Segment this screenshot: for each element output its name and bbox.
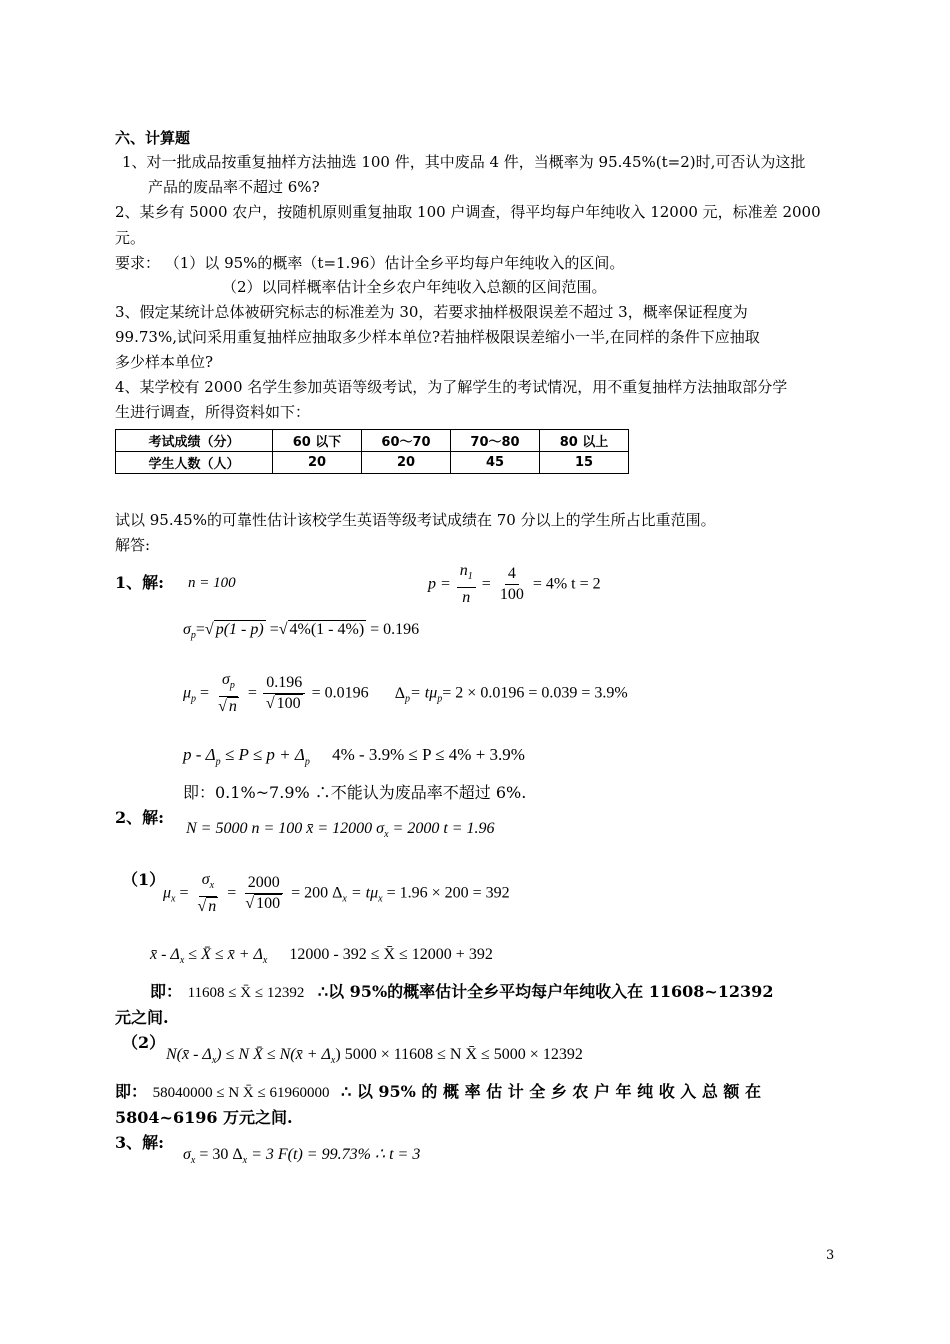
subscript: x xyxy=(262,955,268,967)
subscript: x xyxy=(190,1155,196,1167)
problem-3-line-3: 多少样本单位? xyxy=(115,353,214,371)
subscript: x xyxy=(342,893,347,905)
solution-2-given xyxy=(186,819,495,845)
math-text: = xyxy=(247,684,257,702)
answers-label: 解答: xyxy=(115,536,151,554)
math-text: = xyxy=(269,621,279,638)
score-table xyxy=(115,429,629,474)
fraction xyxy=(263,673,306,714)
math-text: Δ xyxy=(394,684,405,702)
solution-1-p-formula xyxy=(428,561,601,608)
fraction xyxy=(215,670,242,717)
sqrt-content: 100 xyxy=(276,695,301,713)
subscript: x xyxy=(171,893,176,905)
table-row xyxy=(116,452,629,474)
numerator xyxy=(199,870,217,897)
solution-1-sigma: $\sigma_p=√$ p(1 - p) =√ 4%(1 - 4%) = 0.196 xyxy=(183,621,420,642)
math-text: 即： xyxy=(150,982,183,1001)
solution-2-part-2-label: （2） xyxy=(122,1033,166,1052)
problem-1-line-1: 1、对一批成品按重复抽样方法抽选 100 件，其中废品 4 件，当概率为 95.45%(t=2)时,可否认为这批 xyxy=(122,153,806,171)
math-text: p - Δ xyxy=(183,745,216,764)
table-cell: 20 xyxy=(362,452,451,474)
math-text: = 2 × 0.0196 = 0.039 = 3.9% xyxy=(442,684,628,702)
table-cell: 60～70 xyxy=(362,430,451,452)
math-text: = tμ xyxy=(346,884,379,902)
math-text: ≤ P ≤ p + Δ xyxy=(220,745,305,764)
subscript: x xyxy=(378,893,383,905)
math-text: σ xyxy=(201,871,210,888)
solution-1-conclusion: 即：0.1%~7.9% ∴不能认为废品率不超过 6%. xyxy=(183,783,527,802)
table-cell: 60 以下 xyxy=(273,430,362,452)
math-text: x̄ - Δ xyxy=(150,946,180,963)
math-text: 11608 ≤ X̄ ≤ 12392 xyxy=(187,985,305,1001)
fraction xyxy=(497,564,527,605)
subscript: x xyxy=(330,1055,336,1067)
problem-1-line-2: 产品的废品率不超过 6%? xyxy=(148,178,320,196)
solution-2-conclusion-1-line-2: 元之间. xyxy=(115,1008,169,1027)
denominator: √ n xyxy=(218,698,237,716)
math-text: n xyxy=(459,562,468,579)
math-text: = 30 Δ xyxy=(195,1146,243,1163)
subscript: p xyxy=(229,680,235,692)
solution-1-n: n = 100 xyxy=(188,575,236,591)
math-text: ∴ 以 95% 的 概 率 估 计 全 乡 农 户 年 纯 收 入 总 额 在 xyxy=(341,1082,761,1101)
solution-2-conclusion-2 xyxy=(115,1082,761,1103)
math-text: = xyxy=(227,884,237,902)
math-text: = 4% t = 2 xyxy=(532,575,601,593)
denominator: √ 100 xyxy=(245,895,281,913)
subscript: 1 xyxy=(467,571,473,583)
numerator xyxy=(457,561,476,588)
table-cell: 70～80 xyxy=(451,430,540,452)
math-text: = xyxy=(179,884,189,902)
math-text: = 3 F(t) = 99.73% ∴ t = 3 xyxy=(247,1146,421,1163)
math-text: 58040000 ≤ N X̄ ≤ 61960000 xyxy=(152,1085,330,1101)
math-text: = 0.196 xyxy=(370,621,420,638)
problem-3-line-1: 3、假定某统计总体被研究标志的标准差为 30，若要求抽样极限误差不超过 3，概率保证程度为 xyxy=(115,303,748,321)
table-row xyxy=(116,430,629,452)
sqrt-content: n xyxy=(208,898,217,916)
sqrt-content: n xyxy=(228,698,237,716)
math-text: = 200 Δ xyxy=(291,884,343,902)
math-text: ∴以 95%的概率估计全乡平均每户年纯收入在 11608~12392 xyxy=(317,982,774,1001)
math-text: σ xyxy=(183,621,191,638)
numerator: 0.196 xyxy=(263,673,305,694)
page-number: 3 xyxy=(826,1248,835,1263)
solution-2-inequality xyxy=(150,945,493,971)
math-text: 即： xyxy=(115,1082,148,1101)
math-text: ) ≤ N X̄ ≤ N(x̄ + Δ xyxy=(216,1046,331,1063)
subscript: p xyxy=(304,756,310,768)
solution-2-mu xyxy=(163,870,510,917)
math-text: μ xyxy=(163,884,172,902)
subscript: p xyxy=(215,756,221,768)
solution-2-conclusion-1 xyxy=(150,982,773,1003)
math-text: = 0.0196 xyxy=(311,684,369,702)
fraction xyxy=(457,561,476,608)
numerator: 2000 xyxy=(245,873,283,894)
denominator: n xyxy=(462,589,471,607)
math-text: = 2000 t = 1.96 xyxy=(388,820,495,837)
solution-1-inequality xyxy=(183,745,525,772)
table-cell: 20 xyxy=(273,452,362,474)
table-cell: 45 xyxy=(451,452,540,474)
problem-4-question: 试以 95.45%的可靠性估计该校学生英语等级考试成绩在 70 分以上的学生所占比重范围。 xyxy=(115,511,716,529)
section-title: 六、计算题 xyxy=(115,129,191,147)
problem-2-requirement-1: 要求： （1）以 95%的概率（t=1.96）估计全乡平均每户年纯收入的区间。 xyxy=(115,254,625,272)
solution-1-label: 1、解: xyxy=(115,573,165,592)
table-cell: 15 xyxy=(540,452,629,474)
math-text: ≤ X̄ ≤ x̄ + Δ xyxy=(184,946,263,963)
math-text: = xyxy=(200,684,210,702)
math-text: ) 5000 × 11608 ≤ N X̄ ≤ 5000 × 12392 xyxy=(335,1046,583,1063)
subscript: p xyxy=(437,693,443,705)
problem-2-requirement-2: （2）以同样概率估计全乡农户年纯收入总额的区间范围。 xyxy=(222,278,607,296)
math-text: N = 5000 n = 100 x̄ = 12000 σ xyxy=(186,820,385,837)
problem-4-line-2: 生进行调查，所得资料如下： xyxy=(115,403,311,421)
subscript: x xyxy=(179,955,185,967)
solution-3-given xyxy=(183,1145,420,1171)
subscript: p xyxy=(190,630,196,642)
subscript: x xyxy=(209,880,215,892)
subscript: x xyxy=(242,1155,248,1167)
math-text: = 1.96 × 200 = 392 xyxy=(382,884,510,902)
denominator: √ 100 xyxy=(265,695,301,713)
sqrt-content: 4%(1 - 4%) xyxy=(289,621,365,638)
math-text: = xyxy=(195,621,205,638)
subscript: x xyxy=(211,1055,217,1067)
math-text: = xyxy=(481,575,491,593)
solution-2-conclusion-2-line-2: 5804~6196 万元之间. xyxy=(115,1108,293,1127)
table-cell: 考试成绩（分） xyxy=(116,430,273,452)
fraction xyxy=(195,870,222,917)
solution-1-mu xyxy=(183,670,628,717)
math-text: p = xyxy=(428,575,451,593)
math-text: σ xyxy=(183,1146,191,1163)
solution-3-label: 3、解: xyxy=(115,1133,165,1152)
denominator: √ n xyxy=(197,898,217,916)
subscript: x xyxy=(384,829,389,841)
math-text: σ xyxy=(222,671,230,688)
denominator: 100 xyxy=(499,586,524,604)
numerator: 4 xyxy=(505,564,519,585)
math-text: 4% - 3.9% ≤ P ≤ 4% + 3.9% xyxy=(332,745,525,764)
solution-2-label: 2、解: xyxy=(115,808,165,827)
solution-2-part-1-label: （1） xyxy=(122,870,166,889)
sqrt-content: p(1 - p) xyxy=(215,621,264,638)
sqrt-content: 100 xyxy=(256,895,281,913)
math-text: μ xyxy=(183,684,192,702)
subscript: p xyxy=(404,693,410,705)
math-text: = tμ xyxy=(409,684,438,702)
math-text: 12000 - 392 ≤ X̄ ≤ 12000 + 392 xyxy=(289,946,493,963)
table-cell: 学生人数（人） xyxy=(116,452,273,474)
problem-2-line-2: 元。 xyxy=(115,229,146,247)
problem-2-line-1: 2、某乡有 5000 农户，按随机原则重复抽取 100 户调查，得平均每户年纯收入 12000 元，标准差 2000 xyxy=(115,203,821,221)
fraction xyxy=(242,873,285,914)
math-text: N(x̄ - Δ xyxy=(166,1046,212,1063)
problem-4-line-1: 4、某学校有 2000 名学生参加英语等级考试，为了解学生的考试情况，用不重复抽样方法抽取部分学 xyxy=(115,378,788,396)
solution-2-part-2-math xyxy=(166,1045,583,1071)
table-cell: 80 以上 xyxy=(540,430,629,452)
subscript: p xyxy=(191,693,197,705)
problem-3-line-2: 99.73%,试问采用重复抽样应抽取多少样本单位?若抽样极限误差缩小一半,在同样的条件下应抽取 xyxy=(115,328,760,346)
numerator xyxy=(219,670,238,697)
